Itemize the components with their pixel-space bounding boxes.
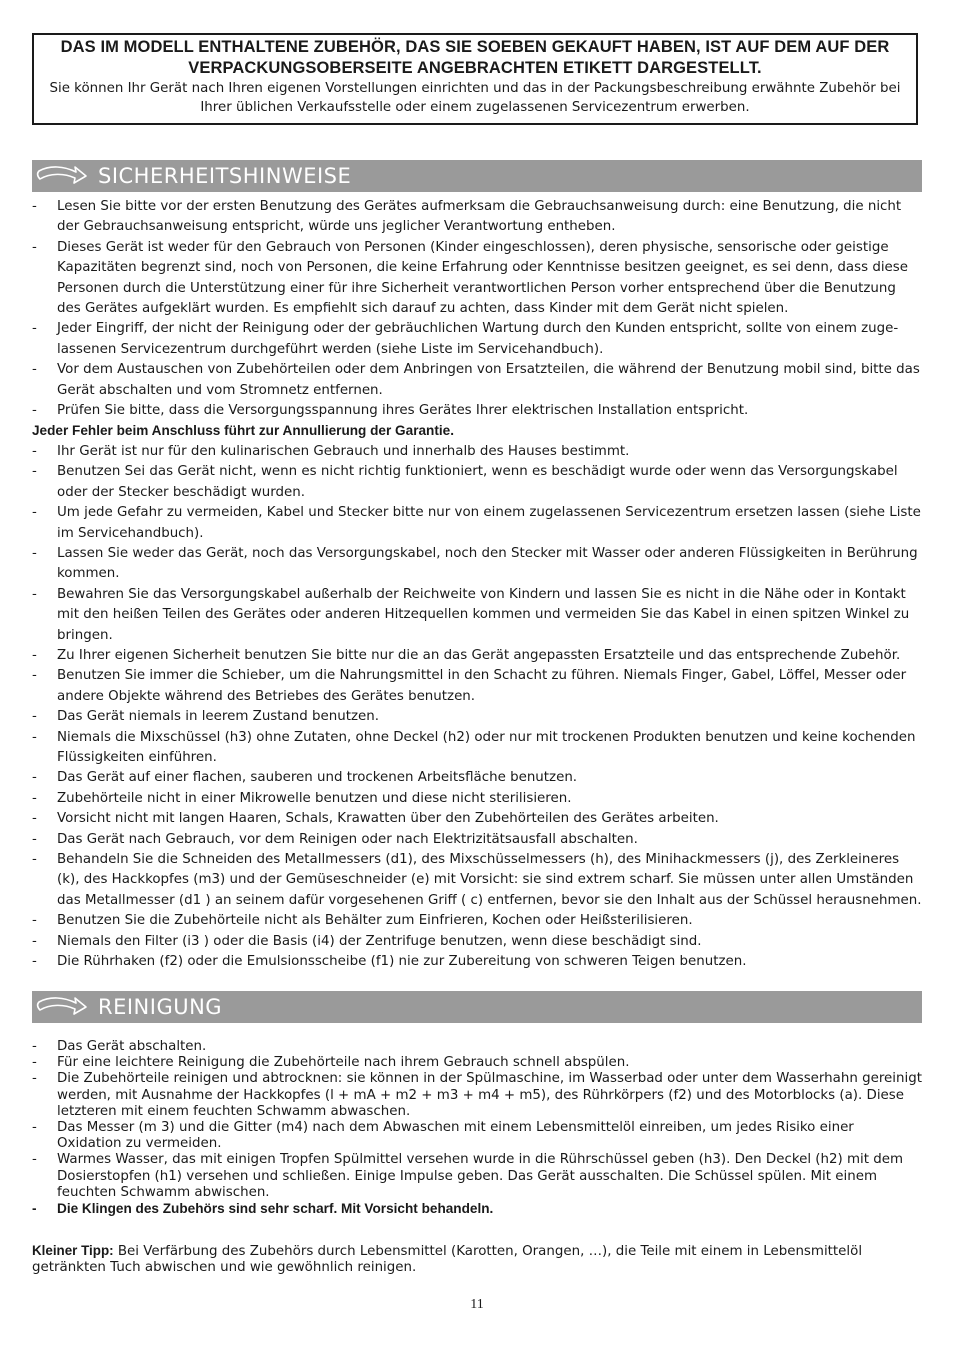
warranty-warning: Jeder Fehler beim Anschluss führt zur Annullierung der Garantie.	[32, 423, 454, 439]
safety-section-header	[32, 160, 922, 192]
notice-body: Sie können Ihr Gerät nach Ihren eigenen Vorstellungen einrichten und das in der Packungsbeschreibung erwähnte Zubehör bei Ihrer üblichen Verkaufsstelle oder einem zugelassenen Servicezentrum erwerben.	[49, 81, 901, 115]
arrow-icon	[36, 163, 88, 189]
list-item: - Die Rührhaken (f2) oder die Emulsionsscheibe (f1) nie zur Zubereitung von schweren Teigen benutzen.	[32, 954, 747, 970]
notice-title: DAS IM MODELL ENTHALTENE ZUBEHÖR, DAS SIE SOEBEN GEKAUFT HABEN, IST AUF DEM AUF DER VERPACKUNGSOBERSEITE ANGEBRACHTEN ETIKETT DARGESTELLT.	[60, 38, 890, 77]
list-item: - Lesen Sie bitte vor der ersten Benutzung des Gerätes aufmerksam die Gebrauchsanweisung durch: eine Benutzung, die nicht der Gebrauchsanweisung entspricht, würde uns jeglicher Verantwortung entheben.	[32, 199, 902, 235]
accessory-notice-box	[32, 33, 918, 125]
cleaning-list	[32, 1039, 922, 1217]
list-item: - Zubehörteile nicht in einer Mikrowelle benutzen und diese nicht sterilisieren.	[32, 790, 572, 806]
list-item: - Bewahren Sie das Versorgungskabel außerhalb der Reichweite von Kindern und lassen Sie es nicht in die Nähe oder in Kontakt mit den heißen Teilen des Gerätes oder anderen Hitzequellen kommen und vermeiden Sie das Kabel in einen spitzen Winkel zu bringen.	[32, 586, 910, 643]
safety-list	[32, 197, 922, 972]
list-item: - Zu Ihrer eigenen Sicherheit benutzen Sie bitte nur die an das Gerät angepassten Ersatzteile und das entsprechende Zubehör.	[32, 647, 901, 663]
list-item: - Das Messer (m 3) und die Gitter (m4) nach dem Abwaschen mit einem Lebensmittelöl einreiben, um jedes Risiko einer Oxidation zu vermeiden.	[32, 1120, 854, 1152]
list-item: - Das Gerät auf einer flachen, sauberen und trockenen Arbeitsfläche benutzen.	[32, 770, 578, 786]
list-item: - Ihr Gerät ist nur für den kulinarischen Gebrauch und innerhalb des Hauses bestimmt.	[32, 443, 630, 459]
list-item: - Behandeln Sie die Schneiden des Metallmessers (d1), des Mixschüsselmessers (h), des Minihackmessers (j), des Zerkleineres (k), des Hackkopfes (m3) und der Gemüseschneider (e) mit Vorsicht: sie sind extrem scharf. Sie müssen unter allen Umständen das Metallmesser (d1 ) an seinem dafür vorgesehenen Griff ( c) entfernen, bevor sie den Inhalt aus der Schüssel herausnehmen.	[32, 852, 922, 908]
list-item: - Lassen Sie weder das Gerät, noch das Versorgungskabel, noch den Stecker mit Wasser oder anderen Flüssigkeiten in Berührung kommen.	[32, 545, 918, 582]
blade-warning: - Die Klingen des Zubehörs sind sehr scharf. Mit Vorsicht behandeln.	[32, 1201, 494, 1217]
list-item: - Vorsicht nicht mit langen Haaren, Schals, Krawatten über den Zubehörteilen des Gerätes arbeiten.	[32, 811, 719, 827]
tip-label: Kleiner Tipp:	[32, 1243, 114, 1258]
list-item: - Niemals den Filter (i3 ) oder die Basis (i4) der Zentrifuge benutzen, wenn diese beschädigt sind.	[32, 933, 702, 949]
cleaning-tip	[32, 1243, 922, 1276]
arrow-icon	[36, 994, 88, 1020]
list-item: - Warmes Wasser, das mit einigen Tropfen Spülmittel versehen wurde in die Rührschüssel geben (h3). Den Deckel (h2) mit dem Dosierstopfen (h1) versehen und schließen. Einige Impulse geben. Das Gerät ausschalten. Die Schüssel spülen. Mit einem feuchten Schwamm abwischen.	[32, 1152, 904, 1200]
list-item: - Die Zubehörteile reinigen und abtrocknen: sie können in der Spülmaschine, im Wasserbad oder unter dem Wasserhahn gereinigt werden, mit Ausnahme der Hackkopfes (l + mA + m2 + m3 + m4 + m5), des Rührkörpers (f2) und des Motorblocks (a). Diese letzteren mit einem feuchten Schwamm abwaschen.	[32, 1071, 922, 1119]
list-item: - Das Gerät niemals in leerem Zustand benutzen.	[32, 709, 379, 725]
list-item: - Dieses Gerät ist weder für den Gebrauch von Personen (Kinder eingeschlossen), deren physische, sensorische oder geistige Kapazitäten begrenzt sind, noch von Personen, die keine Erfahrung oder Kenntnisse besitzen geeignet, es sei denn, dass diese Personen durch die Unterstützung einer für ihre Sicherheit verantwortlichen Person vorher entsprechend über die Benutzung des Gerätes aufgeklärt wurden. Es empfiehlt sich darauf zu achten, dass Kinder mit dem Gerät nicht spielen.	[32, 239, 909, 317]
tip-text: Bei Verfärbung des Zubehörs durch Lebensmittel (Karotten, Orangen, …), die Teile mit einem in Lebensmittelöl getränkten Tuch abwischen und wie gewöhnlich reinigen.	[32, 1244, 863, 1276]
safety-section-title: SICHERHEITSHINWEISE	[98, 164, 352, 188]
list-item: - Benutzen Sie immer die Schieber, um die Nahrungsmittel in den Schacht zu führen. Niemals Finger, Gabel, Löffel, Messer oder andere Objekte während des Betriebes des Gerätes benutzen.	[32, 668, 907, 704]
page-number: 11	[470, 1297, 484, 1312]
list-item: - Das Gerät abschalten.	[32, 1039, 207, 1054]
list-item: - Benutzen Sie die Zubehörteile nicht als Behälter zum Einfrieren, Kochen oder Heißsterilisieren.	[32, 913, 693, 929]
list-item: - Jeder Eingriff, der nicht der Reinigung oder der gebräuchlichen Wartung durch den Kunden entspricht, sollte von einem zugelassenen Servicezentrum durchgeführt werden (siehe Liste im Servicehandbuch).	[32, 321, 899, 357]
list-item: - Benutzen Sei das Gerät nicht, wenn es nicht richtig funktioniert, wenn es beschädigt wurde oder wenn das Versorgungskabel oder der Stecker beschädigt wurden.	[32, 464, 898, 500]
cleaning-section-header	[32, 991, 922, 1023]
list-item: - Für eine leichtere Reinigung die Zubehörteile nach ihrem Gebrauch schnell abspülen.	[32, 1055, 630, 1071]
cleaning-section-title: REINIGUNG	[98, 995, 223, 1019]
list-item: - Vor dem Austauschen von Zubehörteilen oder dem Anbringen von Ersatzteilen, die während der Benutzung mobil sind, bitte das Gerät abschalten und vom Stromnetz entfernen.	[32, 362, 920, 398]
list-item: - Das Gerät nach Gebrauch, vor dem Reinigen oder nach Elektrizitätsausfall abschalten.	[32, 831, 638, 847]
list-item: - Um jede Gefahr zu vermeiden, Kabel und Stecker bitte nur von einem zugelassenen Servicezentrum ersetzen lassen (siehe Liste im Servicehandbuch).	[32, 505, 921, 541]
list-item: - Niemals die Mixschüssel (h3) ohne Zutaten, ohne Deckel (h2) oder nur mit trockenen Produkten benutzen und keine kochenden Flüssigkeiten einführen.	[32, 729, 916, 765]
list-item: - Prüfen Sie bitte, dass die Versorgungsspannung ihres Gerätes Ihrer elektrischen Installation entspricht.	[32, 403, 749, 419]
